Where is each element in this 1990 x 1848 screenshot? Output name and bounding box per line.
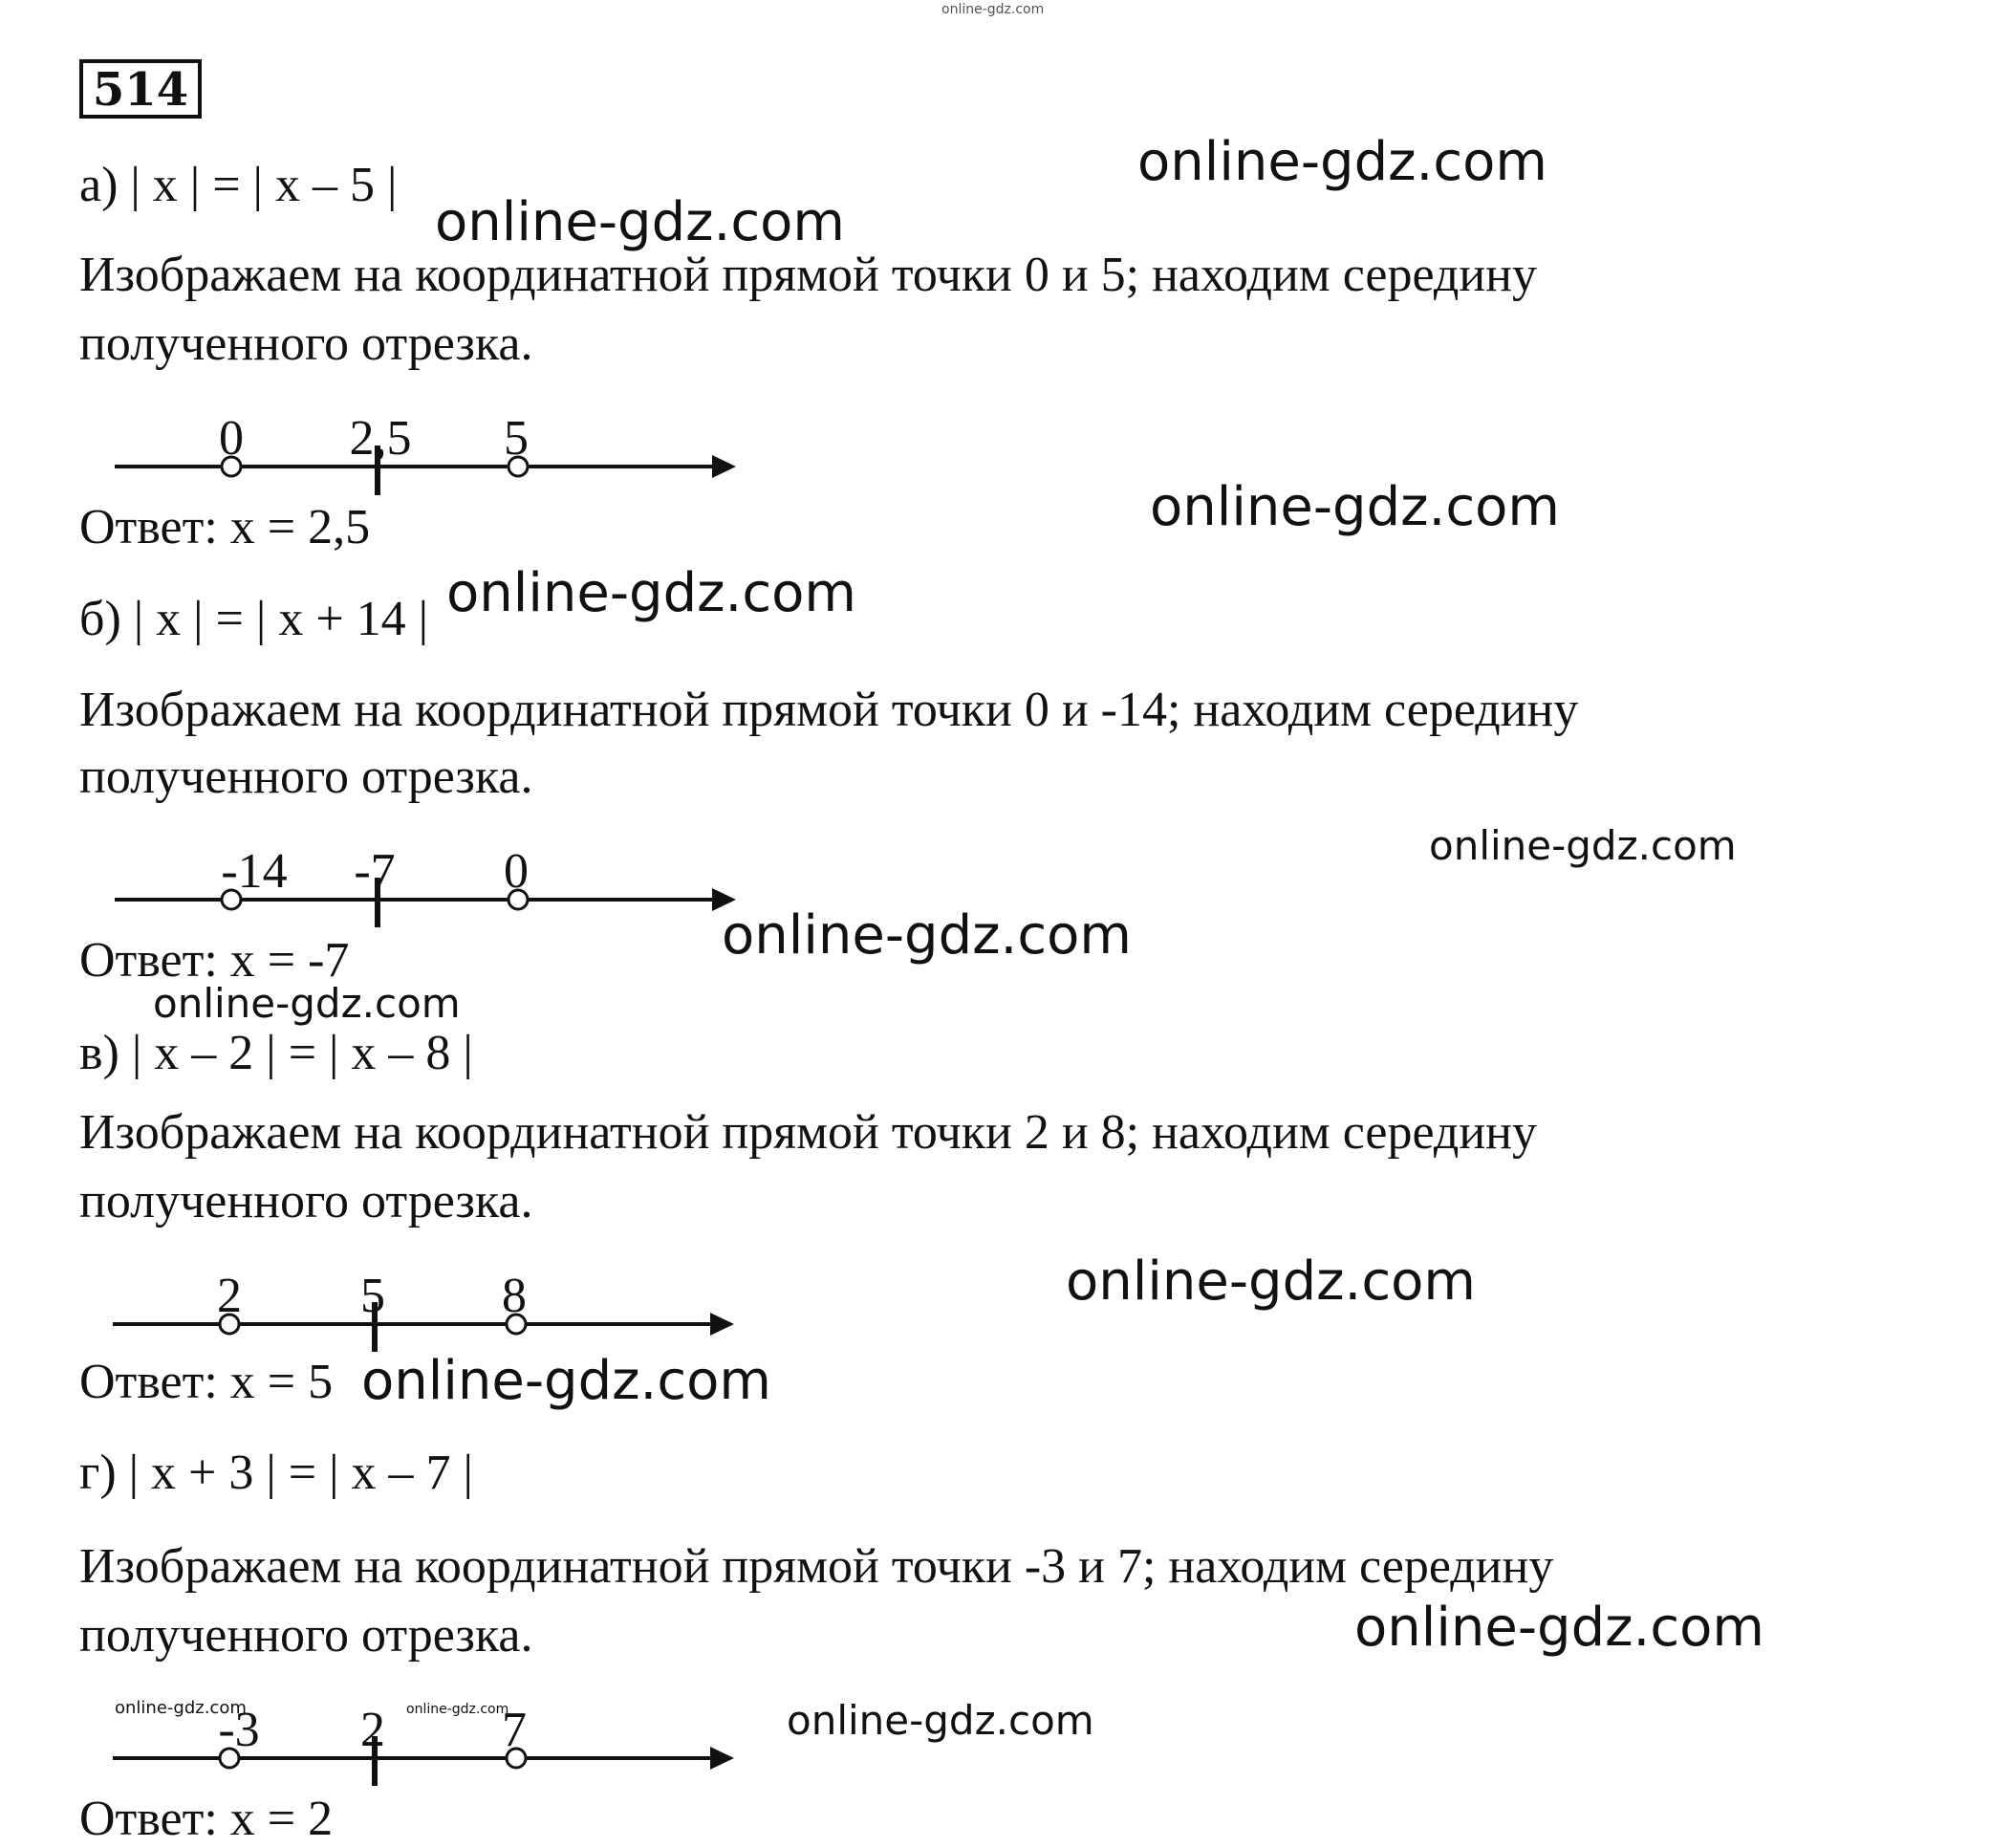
number-line-b <box>0 836 765 941</box>
label-left: -3 <box>218 1703 260 1757</box>
answer-a: Ответ: x = 2,5 <box>79 500 371 554</box>
label-right: 0 <box>504 844 529 899</box>
watermark: online-gdz.com <box>787 1697 1094 1744</box>
axis-arrow <box>710 1313 734 1336</box>
answer-c: Ответ: x = 5 <box>79 1355 334 1409</box>
description-a-line2: полученного отрезка. <box>79 316 533 371</box>
label-left: 0 <box>219 411 244 466</box>
axis-arrow <box>710 1747 734 1770</box>
equation-d: г) | x + 3 | = | x – 7 | <box>79 1446 473 1500</box>
label-mid: 5 <box>360 1269 385 1323</box>
watermark: online-gdz.com <box>435 191 845 253</box>
axis-arrow <box>712 455 736 478</box>
label-right: 5 <box>504 411 529 466</box>
description-c-line2: полученного отрезка. <box>79 1174 533 1228</box>
answer-b: Ответ: x = -7 <box>79 933 350 988</box>
number-line-a <box>0 402 765 507</box>
answer-d: Ответ: x = 2 <box>79 1792 334 1846</box>
description-b-line2: полученного отрезка. <box>79 750 533 804</box>
equation-b: б) | x | = | x + 14 | <box>79 592 429 646</box>
watermark: online-gdz.com <box>153 980 461 1027</box>
watermark: online-gdz.com <box>115 1698 247 1718</box>
label-mid: -7 <box>354 844 396 899</box>
description-d-line1: Изображаем на координатной прямой точки -3 и 7; находим середину <box>79 1539 1554 1594</box>
label-left: 2 <box>217 1269 242 1323</box>
description-d-line2: полученного отрезка. <box>79 1608 533 1663</box>
watermark: online-gdz.com <box>941 2 1045 17</box>
description-b-line1: Изображаем на координатной прямой точки 0 и -14; находим середину <box>79 683 1579 737</box>
equation-c: в) | x – 2 | = | x – 8 | <box>79 1026 473 1080</box>
label-right: 8 <box>502 1269 527 1323</box>
watermark: online-gdz.com <box>1066 1250 1476 1313</box>
watermark: online-gdz.com <box>1137 131 1547 193</box>
watermark: online-gdz.com <box>1429 822 1737 869</box>
equation-a: а) | x | = | x – 5 | <box>79 158 398 212</box>
watermark: online-gdz.com <box>722 904 1132 967</box>
watermark: online-gdz.com <box>361 1350 771 1412</box>
problem-number: 514 <box>79 59 202 119</box>
watermark: online-gdz.com <box>1354 1597 1764 1659</box>
label-mid: 2,5 <box>349 411 412 466</box>
watermark: online-gdz.com <box>1150 476 1560 538</box>
label-left: -14 <box>221 844 288 899</box>
label-right: 7 <box>502 1703 527 1757</box>
watermark: online-gdz.com <box>446 562 856 624</box>
label-mid: 2 <box>360 1703 385 1757</box>
description-c-line1: Изображаем на координатной прямой точки 2 и 8; находим середину <box>79 1105 1538 1160</box>
watermark: online-gdz.com <box>406 1702 509 1717</box>
description-a-line1: Изображаем на координатной прямой точки 0 и 5; находим середину <box>79 248 1538 302</box>
